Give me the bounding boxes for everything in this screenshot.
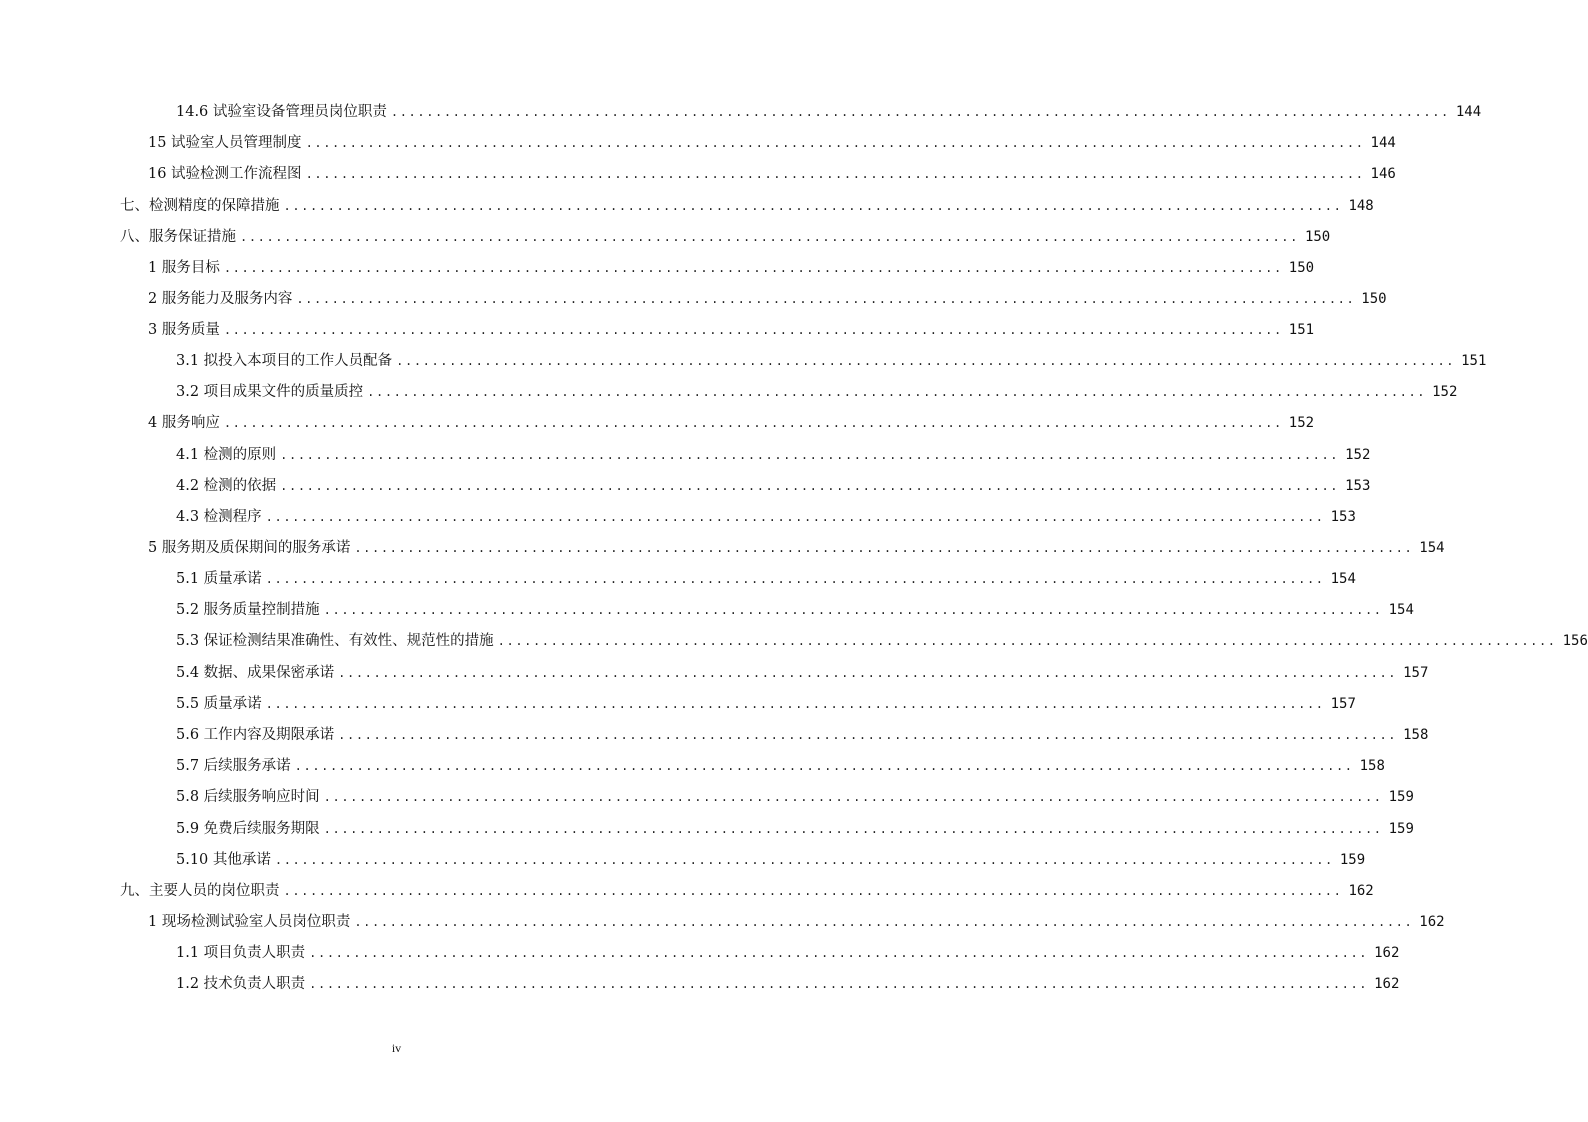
toc-entry[interactable] [176,598,1414,622]
toc-entry-page: 144 [1370,135,1396,151]
toc-entry[interactable] [176,817,1414,841]
toc-entry-title: 14.6 试验室设备管理员岗位职责 [176,104,387,120]
toc-entry-title: 5.5 质量承诺 [176,696,262,712]
toc-entry-title: 3 服务质量 [148,322,220,338]
toc-entry-title: 5 服务期及质保期间的服务承诺 [148,540,351,556]
toc-entry-page: 154 [1330,571,1356,587]
toc-entry-title: 八、服务保证措施 [120,229,236,245]
toc-entry-page: 162 [1374,976,1400,992]
dot-leader: ........................................................................................................................ [367,385,1427,399]
dot-leader: ........................................................................................................................ [305,136,1365,150]
toc-entry[interactable] [176,941,1400,965]
toc-entry[interactable] [176,443,1371,467]
toc-entry[interactable] [176,505,1356,529]
dot-leader: ........................................................................................................................ [323,790,1383,804]
dot-leader: ........................................................................................................................ [223,416,1283,430]
dot-leader: ........................................................................................................................ [296,292,1356,306]
toc-entry[interactable] [176,785,1414,809]
toc-entry-page: 152 [1345,447,1371,463]
toc-entry-page: 150 [1361,291,1387,307]
dot-leader: ........................................................................................................................ [294,759,1354,773]
dot-leader: ........................................................................................................................ [223,261,1283,275]
toc-entry-title: 1 服务目标 [148,260,220,276]
toc-entry-page: 159 [1339,852,1366,868]
dot-leader: ........................................................................................................................ [390,105,1450,119]
toc-entry-page: 154 [1388,602,1414,618]
toc-entry-title: 4.3 检测程序 [176,509,262,525]
toc-entry[interactable] [176,661,1429,685]
toc-entry-page: 159 [1388,789,1414,805]
dot-leader: ........................................................................................................................ [265,697,1325,711]
dot-leader: ........................................................................................................................ [309,977,1369,991]
toc-entry[interactable] [148,318,1315,342]
dot-leader: ........................................................................................................................ [240,230,1299,244]
dot-leader: ........................................................................................................................ [354,541,1414,555]
toc-entry-page: 157 [1403,665,1429,681]
toc-entry[interactable] [176,692,1356,716]
dot-leader: ........................................................................................................................ [305,167,1365,181]
dot-leader: ........................................................................................................................ [338,728,1398,742]
toc-entry-page: 162 [1348,883,1374,899]
toc-entry-page: 150 [1288,260,1315,276]
toc-entry-page: 153 [1345,478,1371,494]
toc-entry-title: 5.1 质量承诺 [176,571,262,587]
toc-entry[interactable] [176,100,1482,124]
toc-entry-page: 150 [1304,229,1331,245]
toc-entry[interactable] [148,287,1387,311]
toc-entry-page: 153 [1330,509,1356,525]
toc-entry-title: 5.10 其他承诺 [176,852,271,868]
toc-entry-title: 九、主要人员的岗位职责 [120,883,280,899]
dot-leader: ........................................................................................................................ [309,946,1369,960]
toc-entry[interactable] [176,754,1385,778]
toc-entry-page: 144 [1455,104,1482,120]
toc-entry-title: 5.6 工作内容及期限承诺 [176,727,335,743]
toc-entry[interactable] [148,162,1396,186]
toc-entry-title: 16 试验检测工作流程图 [148,166,302,182]
dot-leader: ........................................................................................................................ [323,603,1383,617]
toc-entry[interactable] [148,910,1445,934]
toc-entry[interactable] [176,349,1487,373]
toc-entry-title: 15 试验室人员管理制度 [148,135,302,151]
toc-entry[interactable] [148,256,1315,280]
toc-entry-title: 2 服务能力及服务内容 [148,291,293,307]
dot-leader: ........................................................................................................................ [274,853,1334,867]
dot-leader: ........................................................................................................................ [338,666,1398,680]
toc-entry[interactable] [176,380,1458,404]
toc-entry-title: 5.2 服务质量控制措施 [176,602,320,618]
toc-entry-page: 146 [1370,166,1396,182]
toc-entry-page: 159 [1388,821,1414,837]
toc-entry-title: 3.1 拟投入本项目的工作人员配备 [176,353,393,369]
dot-leader: ........................................................................................................................ [265,510,1325,524]
toc-entry-page: 162 [1419,914,1445,930]
dot-leader: ........................................................................................................................ [223,323,1283,337]
toc-entry-title: 4 服务响应 [148,415,220,431]
toc-entry[interactable] [120,879,1374,903]
toc-entry-title: 七、检测精度的保障措施 [120,198,280,214]
dot-leader: ........................................................................................................................ [283,884,1343,898]
toc-entry-page: 152 [1432,384,1458,400]
toc-entry-page: 162 [1374,945,1400,961]
toc-entry-page: 151 [1461,353,1487,369]
toc-entry-page: 157 [1330,696,1356,712]
toc-entry[interactable] [176,567,1356,591]
page-number: iv [391,1041,402,1055]
toc-entry-title: 4.1 检测的原则 [176,447,277,463]
dot-leader: ........................................................................................................................ [497,634,1557,648]
toc-entry-title: 5.4 数据、成果保密承诺 [176,665,335,681]
toc-entry[interactable] [176,848,1366,872]
toc-entry-page: 158 [1403,727,1429,743]
toc-entry-page: 156 [1562,633,1588,649]
toc-entry-title: 3.2 项目成果文件的质量质控 [176,384,364,400]
toc-entry-title: 1.2 技术负责人职责 [176,976,306,992]
dot-leader: ........................................................................................................................ [396,354,1456,368]
dot-leader: ........................................................................................................................ [323,822,1383,836]
toc-entry-page: 152 [1288,415,1315,431]
toc-entry-title: 4.2 检测的依据 [176,478,277,494]
toc-entry[interactable] [148,536,1445,560]
toc-entry-title: 1.1 项目负责人职责 [176,945,306,961]
toc-entry-title: 1 现场检测试验室人员岗位职责 [148,914,351,930]
dot-leader: ........................................................................................................................ [280,448,1340,462]
toc-entry[interactable] [120,194,1374,218]
dot-leader: ........................................................................................................................ [265,572,1325,586]
toc-entry[interactable] [176,723,1429,747]
toc-entry[interactable] [148,131,1396,155]
dot-leader: ........................................................................................................................ [280,479,1340,493]
toc-entry-page: 154 [1419,540,1445,556]
toc-entry-page: 148 [1348,198,1374,214]
toc-entry-page: 158 [1359,758,1385,774]
toc-entry-title: 5.3 保证检测结果准确性、有效性、规范性的措施 [176,633,494,649]
dot-leader: ........................................................................................................................ [283,199,1343,213]
dot-leader: ........................................................................................................................ [354,915,1414,929]
toc-entry[interactable] [148,411,1315,435]
toc-entry-title: 5.9 免费后续服务期限 [176,821,320,837]
toc-entry[interactable] [176,972,1400,996]
toc-entry-title: 5.8 后续服务响应时间 [176,789,320,805]
toc-entry[interactable] [120,225,1331,249]
toc-entry[interactable] [176,474,1371,498]
toc-entry-page: 151 [1288,322,1315,338]
toc-entry-title: 5.7 后续服务承诺 [176,758,291,774]
toc-entry[interactable] [176,629,1588,653]
